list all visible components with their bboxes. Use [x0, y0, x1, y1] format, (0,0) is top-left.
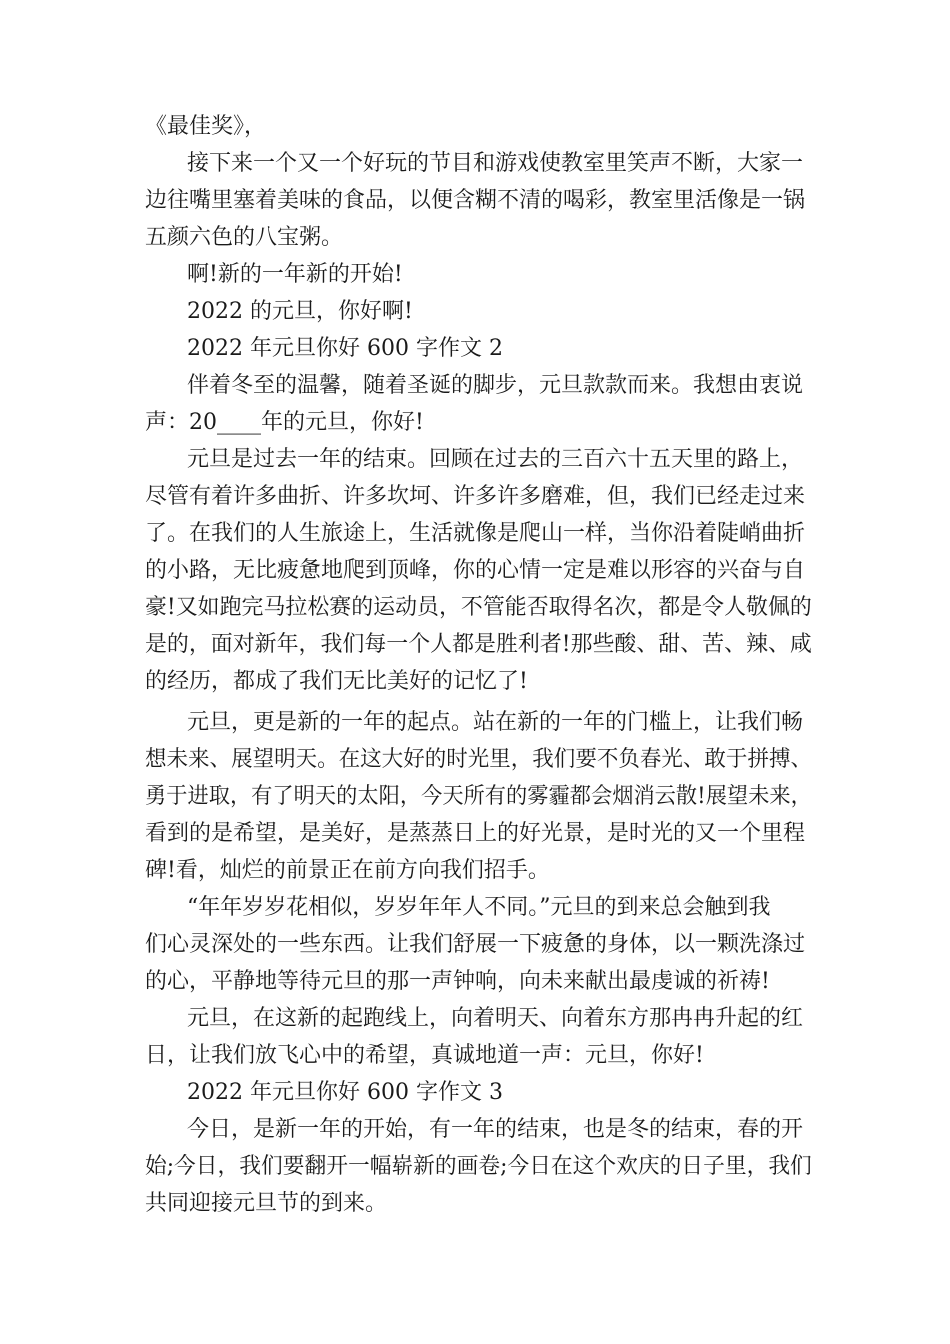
text-line: 的经历，都成了我们无比美好的记忆了!: [145, 669, 528, 694]
text-line: 的心，平静地等待元旦的那一声钟响，向未来献出最虔诚的祈祷!: [145, 969, 770, 994]
text-line: 啊!新的一年新的开始!: [187, 262, 403, 287]
text-line: 是的，面对新年，我们每一个人都是胜利者!那些酸、甜、苦、辣、咸: [145, 632, 812, 657]
text-line: 声：20____年的元旦，你好!: [145, 410, 424, 435]
text-line: 了。在我们的人生旅途上，生活就像是爬山一样，当你沿着陡峭曲折: [145, 521, 806, 546]
text-line: 元旦，在这新的起跑线上，向着明天、向着东方那冉冉升起的红: [187, 1006, 804, 1031]
text-line: 《最佳奖》，: [145, 114, 267, 139]
text-line: 今日，是新一年的开始，有一年的结束，也是冬的结束，春的开: [187, 1117, 804, 1142]
text-line: “年年岁岁花相似，岁岁年年人不同。”元旦的到来总会触到我: [187, 895, 771, 920]
text-line: 2022 的元旦，你好啊!: [187, 299, 413, 324]
section-heading: 2022 年元旦你好 600 字作文 3: [187, 1080, 503, 1105]
text-line: 伴着冬至的温馨，随着圣诞的脚步，元旦款款而来。我想由衷说: [187, 373, 804, 398]
text-line: 始;今日，我们要翻开一幅崭新的画卷;今日在这个欢庆的日子里，我们: [145, 1154, 812, 1179]
text-line: 元旦是过去一年的结束。回顾在过去的三百六十五天里的路上，: [187, 447, 804, 472]
section-heading: 2022 年元旦你好 600 字作文 2: [187, 336, 503, 361]
text-line: 共同迎接元旦节的到来。: [145, 1191, 388, 1216]
text-line: 碑!看，灿烂的前景正在前方向我们招手。: [145, 858, 550, 883]
text-line: 们心灵深处的一些东西。让我们舒展一下疲惫的身体，以一颗洗涤过: [145, 932, 806, 957]
text-line: 看到的是希望，是美好，是蒸蒸日上的好光景，是时光的又一个里程: [145, 821, 806, 846]
text-line: 想未来、展望明天。在这大好的时光里，我们要不负春光、敢于拼搏、: [145, 747, 813, 772]
text-line: 边往嘴里塞着美味的食品，以便含糊不清的喝彩，教室里活像是一锅: [145, 188, 806, 213]
text-line: 日，让我们放飞心中的希望，真诚地道一声：元旦，你好!: [145, 1043, 704, 1068]
text-line: 的小路，无比疲惫地爬到顶峰，你的心情一定是难以形容的兴奋与自: [145, 558, 806, 583]
text-line: 接下来一个又一个好玩的节目和游戏使教室里笑声不断，大家一: [187, 151, 804, 176]
text-line: 元旦，更是新的一年的起点。站在新的一年的门槛上，让我们畅: [187, 710, 804, 735]
text-line: 五颜六色的八宝粥。: [145, 225, 344, 250]
text-line: 豪!又如跑完马拉松赛的运动员，不管能否取得名次，都是令人敬佩的: [145, 595, 812, 620]
text-line: 尽管有着许多曲折、许多坎坷、许多许多磨难，但，我们已经走过来: [145, 484, 806, 509]
text-line: 勇于进取，有了明天的太阳，今天所有的雾霾都会烟消云散!展望未来，: [145, 784, 812, 809]
